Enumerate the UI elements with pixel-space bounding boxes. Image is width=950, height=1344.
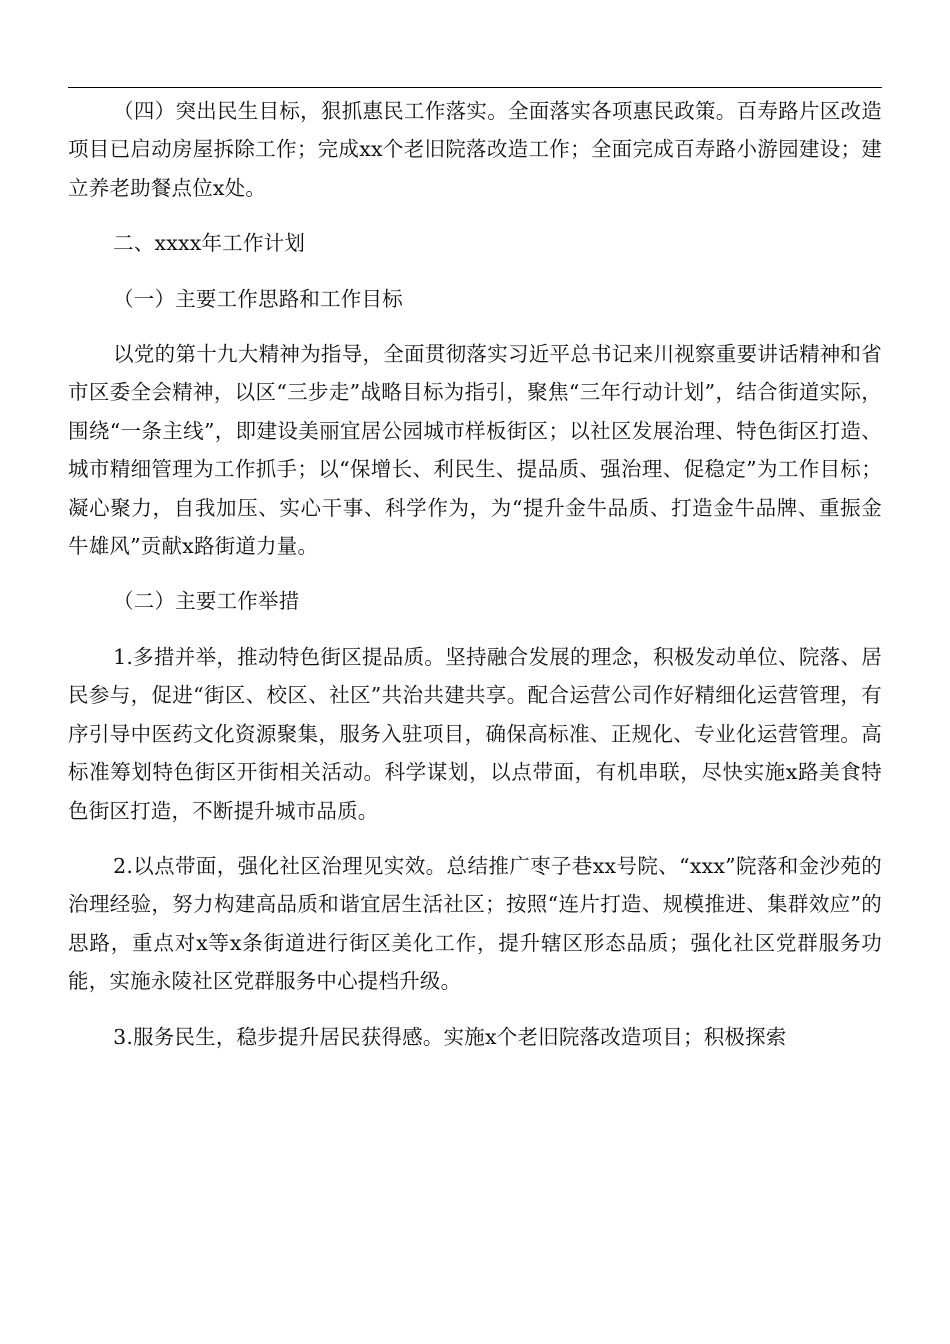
paragraph-livelihood-goals: （四）突出民生目标，狠抓惠民工作落实。全面落实各项惠民政策。百寿路片区改造项目已启动房屋拆除工作；完成xx个老旧院落改造工作；全面完成百寿路小游园建设；建立养老助餐点位x处。 xyxy=(68,99,882,200)
subsection-heading-ideas-goals: （一）主要工作思路和工作目标 xyxy=(113,286,403,311)
paragraph-gap xyxy=(68,565,882,582)
paragraph-gap xyxy=(68,318,882,335)
paragraph-gap xyxy=(68,263,882,280)
paragraph-measure-2: 2.以点带面，强化社区治理见实效。总结推广枣子巷xx号院、“xxx”院落和金沙苑的治理经验，努力构建高品质和谐宜居生活社区；按照“连片打造、规模推进、集群效应”的思路，重点对x等x条街道进行街区美化工作，提升辖区形态品质；强化社区党群服务功能，实施永陵社区党群服务中心提档升级。 xyxy=(68,853,882,994)
paragraph-gap xyxy=(68,207,882,224)
paragraph-gap xyxy=(68,621,882,638)
section-heading-work-plan: 二、xxxx年工作计划 xyxy=(113,231,306,256)
header-rule xyxy=(68,87,882,88)
paragraph-guiding-ideas: 以党的第十九大精神为指导，全面贯彻落实习近平总书记来川视察重要讲话精神和省市区委全会精神，以区“三步走”战略目标为指引，聚焦“三年行动计划”，结合街道实际，围绕“一条主线”，即建设美丽宜居公园城市样板街区；以社区发展治理、特色街区打造、城市精细管理为工作抓手；以“保增长、利民生、提品质、强治理、促稳定”为工作目标；凝心聚力，自我加压、实心干事、科学作为，为“提升金牛品质、打造金牛品牌、重振金牛雄风”贡献x路街道力量。 xyxy=(68,342,882,559)
paragraph-measure-1: 1.多措并举，推动特色街区提品质。坚持融合发展的理念，积极发动单位、院落、居民参与，促进“街区、校区、社区”共治共建共享。配合运营公司作好精细化运营管理，有序引导中医药文化资源聚集，服务入驻项目，确保高标准、正规化、专业化运营管理。高标准筹划特色街区开街相关活动。科学谋划，以点带面，有机串联，尽快实施x路美食特色街区打造，不断提升城市品质。 xyxy=(68,644,882,823)
subsection-heading-measures: （二）主要工作举措 xyxy=(113,589,300,614)
paragraph-gap xyxy=(68,830,882,847)
document-body xyxy=(68,92,882,1056)
paragraph-gap xyxy=(68,1001,882,1018)
paragraph-measure-3: 3.服务民生，稳步提升居民获得感。实施x个老旧院落改造项目；积极探索 xyxy=(113,1024,787,1049)
